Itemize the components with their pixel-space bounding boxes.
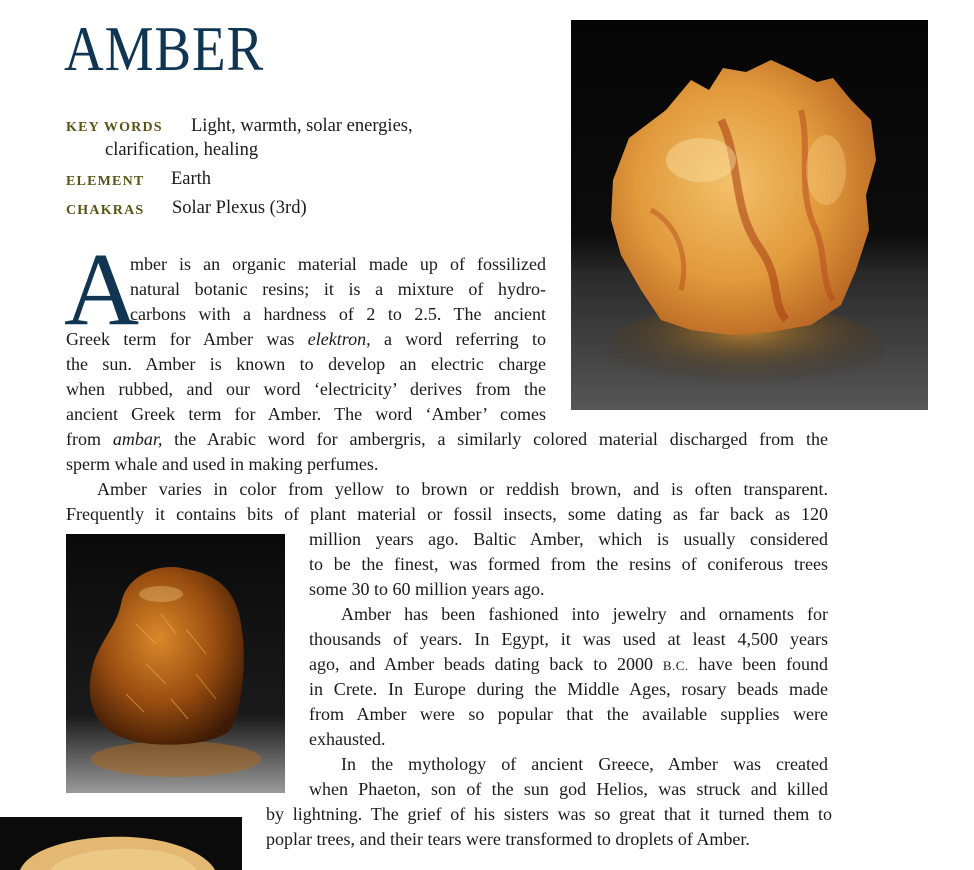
body-line: when Phaeton, son of the sun god Helios, was struck and killed <box>309 779 828 799</box>
era-bc: B.C. <box>662 658 689 673</box>
body-line: from Amber were so popular that the available supplies were <box>309 704 828 724</box>
body-line: carbons with a hardness of 2 to 2.5. The ancient <box>130 304 546 324</box>
body-line: natural botanic resins; it is a mixture of hydro- <box>130 279 546 299</box>
body-line: exhausted. <box>309 729 386 749</box>
body-line: some 30 to 60 million years ago. <box>309 579 545 599</box>
text-run: Greek term for Amber was <box>66 329 308 349</box>
body-line: In the mythology of ancient Greece, Amber was created <box>341 754 828 774</box>
body-line: the sun. Amber is known to develop an electric charge <box>66 354 546 374</box>
element-value: Earth <box>171 169 212 189</box>
body-line: Frequently it contains bits of plant material or fossil insects, some dating as far back as 120 <box>66 504 828 524</box>
term-elektron: elektron, <box>307 329 371 349</box>
amber-photo-cropped <box>0 817 242 870</box>
body-line: when rubbed, and our word ‘electricity’ derives from the <box>66 379 546 399</box>
body-line <box>66 327 546 352</box>
polished-amber-photo <box>66 534 285 793</box>
element-label: ELEMENT <box>66 174 145 189</box>
body-line: sperm whale and used in making perfumes. <box>66 454 379 474</box>
chakras-label: CHAKRAS <box>66 203 145 218</box>
drop-cap: A <box>64 232 140 347</box>
body-line: Amber has been fashioned into jewelry and ornaments for <box>341 604 828 624</box>
body-line: by lightning. The grief of his sisters was so great that it turned them to <box>266 804 832 824</box>
text-run: a word referring to <box>370 329 546 349</box>
page-title: AMBER <box>64 13 265 84</box>
text-run: the Arabic word for ambergris, a similarly colored material discharged from the <box>162 429 828 449</box>
key-words-value-line2: clarification, healing <box>105 140 259 160</box>
body-line: thousands of years. In Egypt, it was used at least 4,500 years <box>309 629 828 649</box>
text-run: ago, and Amber beads dating back to 2000 <box>309 654 663 674</box>
body-line: Amber varies in color from yellow to brown or reddish brown, and is often transparent. <box>97 479 828 499</box>
body-line <box>309 652 828 678</box>
text-run: have been found <box>688 654 828 674</box>
body-line: million years ago. Baltic Amber, which is usually considered <box>309 529 828 549</box>
body-line: ancient Greek term for Amber. The word ‘Amber’ comes <box>66 404 546 424</box>
body-line: mber is an organic material made up of fossilized <box>130 254 546 274</box>
body-line: poplar trees, and their tears were transformed to droplets of Amber. <box>266 829 750 849</box>
key-words-value-line1: Light, warmth, solar energies, <box>191 116 413 136</box>
body-line <box>66 427 828 452</box>
body-line: in Crete. In Europe during the Middle Ages, rosary beads made <box>309 679 828 699</box>
chakras-value: Solar Plexus (3rd) <box>172 198 307 218</box>
key-words-label: KEY WORDS <box>66 120 163 135</box>
term-ambar: ambar, <box>112 429 163 449</box>
text-run: from <box>66 429 113 449</box>
body-line: to be the finest, was formed from the resins of coniferous trees <box>309 554 828 574</box>
raw-amber-photo <box>571 20 928 410</box>
